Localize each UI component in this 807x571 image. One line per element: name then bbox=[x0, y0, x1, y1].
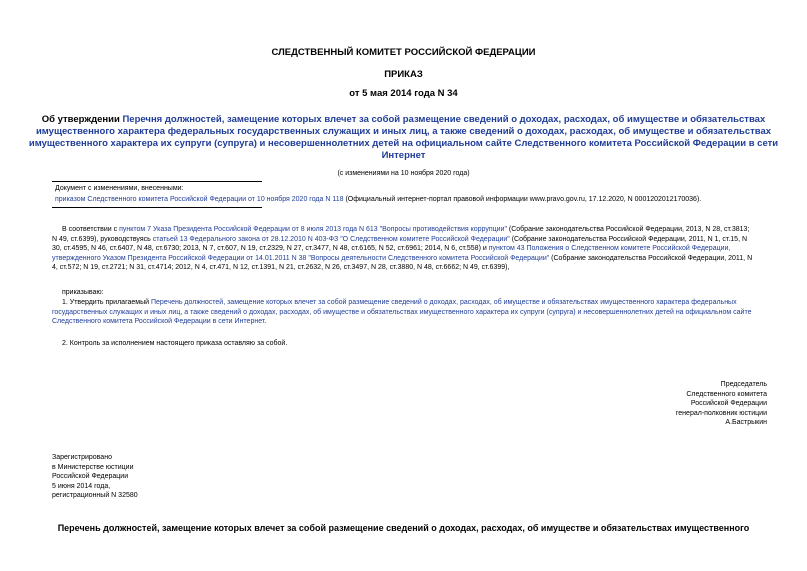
registration-block bbox=[52, 453, 138, 501]
signature-name: А.Бастрыкин bbox=[725, 419, 767, 426]
item-1 bbox=[52, 298, 767, 327]
title-link-line-4[interactable]: Интернет bbox=[381, 150, 426, 161]
order-word: приказываю: bbox=[62, 289, 104, 296]
preamble bbox=[52, 225, 767, 273]
top-rule bbox=[52, 181, 262, 182]
changes-heading: Документ с изменениями, внесенными: bbox=[55, 185, 184, 192]
amendment-note: (с изменениями на 10 ноября 2020 года) bbox=[337, 170, 470, 177]
item-1-link-line-3[interactable]: Следственного комитета Российской Федерации в сети Интернет bbox=[52, 318, 265, 325]
registration-line: Российской Федерации bbox=[52, 473, 129, 480]
changes-source: (Официальный интернет-портал правовой информации www.pravo.gov.ru, 17.12.2020, N 0001202012170036). bbox=[343, 196, 702, 203]
bottom-rule bbox=[52, 207, 262, 208]
preamble-link-decree[interactable]: пунктом 7 Указа Президента Российской Федерации от 8 июля 2013 года N 613 "Вопросы противодействия коррупции" bbox=[119, 226, 507, 233]
document-title bbox=[0, 114, 807, 162]
registration-line: регистрационный N 32580 bbox=[52, 492, 138, 499]
item-1-end: . bbox=[264, 318, 267, 325]
item-1-link[interactable]: Перечень должностей, замещение которых влечет за собой размещение сведений о доходах, расходах, об имуществе и обязательствах имущественного характера федеральных bbox=[150, 299, 737, 306]
item-1-text: 1. Утвердить прилагаемый bbox=[62, 299, 151, 306]
title-prefix: Об утверждении bbox=[41, 114, 123, 125]
preamble-text: (Собрание законодательства Российской Федерации, 2013, N 28, ст.3813; bbox=[506, 226, 750, 233]
document-date-number: от 5 мая 2014 года N 34 bbox=[349, 88, 458, 99]
preamble-link-regulation-decree[interactable]: утвержденного Указом Президента Российской Федерации от 14.01.2011 N 38 "Вопросы деятельности Следственного комитета Российской Федерации" bbox=[52, 254, 550, 262]
signature-block bbox=[560, 380, 767, 428]
changes-link[interactable]: приказом Следственного комитета Российской Федерации от 10 ноября 2020 года N 118 bbox=[55, 196, 344, 203]
signature-line: генерал-полковник юстиции bbox=[675, 409, 767, 417]
title-link-line-3[interactable]: имущественного характера их супруги (супруга) и несовершеннолетних детей на официальном сайте Следственного комитета Российской Федерации в сети bbox=[28, 138, 779, 149]
preamble-link-regulation[interactable]: пунктом 43 Положения о Следственном комитете Российской Федерации, bbox=[488, 245, 731, 252]
list-title: Перечень должностей, замещение которых влечет за собой размещение сведений о доходах, расходах, об имуществе и обязательствах имущественного bbox=[57, 523, 750, 533]
signature-line: Российской Федерации bbox=[690, 400, 767, 407]
preamble-text: N 49, ст.6399), руководствуясь bbox=[52, 235, 153, 243]
title-link-line-2[interactable]: имущественного характера федеральных государственных служащих и иных лиц, а также сведений о доходах, расходах, об имуществе и обязательствах bbox=[35, 126, 772, 137]
registration-line: 5 июня 2014 года, bbox=[52, 482, 111, 490]
preamble-text: (Собрание законодательства Российской Федерации, 2011, N bbox=[549, 254, 753, 262]
preamble-text: В соответствии с bbox=[62, 226, 120, 233]
changes-line bbox=[55, 195, 701, 205]
preamble-text: 30, ст.4595, N 46, ст.6407, N 48, ст.6730; 2013, N 7, ст.607, N 19, ст.2329, N 27, ст.3477, N 48, ст.6165, N 52, ст.6961; 2014, N 6, ст.558) и bbox=[52, 245, 489, 252]
item-2: 2. Контроль за исполнением настоящего приказа оставляю за собой. bbox=[62, 340, 288, 347]
preamble-text: 4, ст.572; N 19, ст.2721; N 31, ст.4714; 2012, N 4, ст.471, N 12, ст.1391, N 21, ст.2632, N 26, ст.3497, N 28, ст.3880, N 48, ст.6662; N 49, ст.6399), bbox=[52, 264, 510, 271]
signature-line: Председатель bbox=[720, 381, 767, 388]
preamble-link-law[interactable]: статьей 13 Федерального закона от 28.12.2010 N 403-ФЗ "О Следственном комитете Российской Федерации" bbox=[152, 235, 510, 243]
signature-line: Следственного комитета bbox=[686, 390, 767, 398]
registration-line: в Министерстве юстиции bbox=[52, 463, 134, 471]
document-type: ПРИКАЗ bbox=[384, 69, 423, 80]
preamble-text: (Собрание законодательства Российской Федерации, 2011, N 1, ст.15, N bbox=[509, 235, 748, 243]
title-link[interactable]: Перечня должностей, замещение которых влечет за собой размещение сведений о доходах, расходах, об имуществе и обязательствах bbox=[122, 114, 766, 125]
agency-name: СЛЕДСТВЕННЫЙ КОМИТЕТ РОССИЙСКОЙ ФЕДЕРАЦИИ bbox=[271, 47, 536, 58]
item-1-link-line-2[interactable]: государственных служащих и иных лиц, а также сведений о доходах, расходах, об имуществе и обязательствах имущественного характера их супруги (супруга) и несовершеннолетних детей на официальном сайте bbox=[52, 308, 752, 316]
registration-line: Зарегистрировано bbox=[52, 454, 112, 461]
